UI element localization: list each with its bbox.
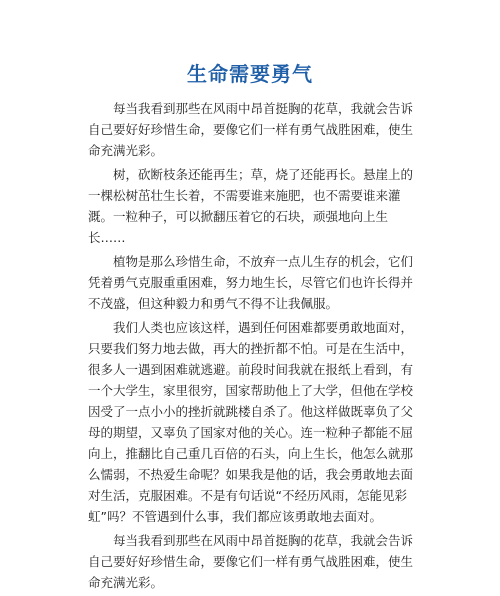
article-body bbox=[88, 98, 424, 596]
paragraph: 树，砍断枝条还能再生；草，烧了还能再长。悬崖上的一棵松树茁壮生长着，不需要谁来施肥，也不需要谁来灌溉。一粒种子，可以掀翻压着它的石块，顽强地向上生长…… bbox=[88, 167, 414, 245]
paragraph: 植物是那么珍惜生命，不放弃一点儿生存的机会，它们凭着勇气克服重重困难，努力地生长，尽管它们也许长得并不茂盛，但这种毅力和勇气不得不让我佩服。 bbox=[88, 254, 414, 311]
paragraph: 每当我看到那些在风雨中昂首挺胸的花草，我就会告诉自己要好好珍惜生命，要像它们一样有勇气战胜困难，使生命充满光彩。 bbox=[88, 101, 414, 158]
page-title: 生命需要勇气 bbox=[187, 62, 313, 86]
paragraph: 每当我看到那些在风雨中昂首挺胸的花草，我就会告诉自己要好好珍惜生命，要像它们一样有勇气战胜困难，使生命充满光彩。 bbox=[88, 533, 414, 590]
paragraph: 我们人类也应该这样，遇到任何困难都要勇敢地面对，只要我们努力地去做，再大的挫折都不怕。可是在生活中，很多人一遇到困难就逃避。前段时间我就在报纸上看到，有一个大学生，家里很穷，国家帮助他上了大学，但他在学校因受了一点小小的挫折就跳楼自杀了。他这样做既辜负了父母的期望，又辜负了国家对他的关心。连一粒种子都能不屈向上，推翻比自己重几百倍的石头，向上生长，他怎么就那么懦弱，不热爱生命呢？如果我是他的话，我会勇敢地去面对生活，克服困难。不是有句话说“不经历风雨，怎能见彩虹”吗？不管遇到什么事，我们都应该勇敢地去面对。 bbox=[88, 320, 414, 524]
